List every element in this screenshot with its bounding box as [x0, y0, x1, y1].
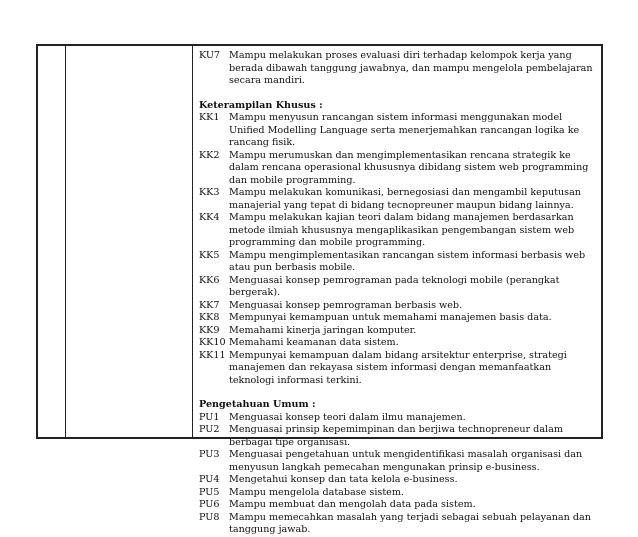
list-item	[199, 350, 597, 388]
list-item	[199, 50, 597, 88]
list-item	[199, 112, 597, 150]
list-item	[199, 412, 597, 425]
kk-list	[199, 112, 597, 387]
item-text: Menguasai konsep pemrograman berbasis web.	[229, 299, 463, 311]
item-text: Mengetahui konsep dan tata kelola e-business.	[229, 474, 458, 485]
list-item	[199, 449, 597, 474]
list-item	[199, 300, 597, 313]
list-item	[199, 337, 597, 350]
item-code: PU6	[199, 499, 220, 510]
item-code: PU1	[199, 411, 220, 423]
list-item	[199, 150, 597, 188]
item-text: Mampu mengimplementasikan rancangan sistem informasi berbasis web atau pun berbasis mobile.	[229, 249, 586, 273]
list-item	[199, 499, 597, 512]
pu-list	[199, 412, 597, 537]
item-code: PU5	[199, 486, 220, 498]
item-text: Mampu melakukan proses evaluasi diri terhadap kelompok kerja yang berada dibawah tanggung jawabnya, dan mampu mengelola pembelajaran secara mandiri.	[229, 50, 593, 86]
item-text: Memahami keamanan data sistem.	[229, 337, 399, 348]
item-text: Mampu melakukan komunikasi, bernegosiasi dan mengambil keputusan manajerial yang tepat di bidang tecnopreuner maupun bidang lainnya.	[229, 187, 581, 211]
item-code: KK10	[199, 337, 226, 348]
item-text: Mampu memecahkan masalah yang terjadi sebagai sebuah pelayanan dan tanggung jawab.	[229, 511, 591, 535]
item-code: PU4	[199, 474, 220, 485]
list-item	[199, 424, 597, 449]
item-code: KU7	[199, 50, 221, 61]
item-code: KK6	[199, 274, 220, 286]
item-code: KK2	[199, 149, 220, 161]
item-text: Menguasai prinsip kepemimpinan dan berjiwa technopreneur dalam berbagai tipe organisasi.	[229, 424, 563, 448]
item-code: KK1	[199, 112, 220, 123]
list-item	[199, 325, 597, 338]
item-code: KK9	[199, 324, 220, 336]
item-code: KK8	[199, 312, 220, 323]
content-table	[36, 44, 603, 535]
kk-heading: Keterampilan Khusus :	[199, 99, 323, 111]
ku-list	[199, 50, 597, 88]
list-item	[199, 212, 597, 250]
item-text: Mampu melakukan kajian teori dalam bidang manajemen berdasarkan metode ilmiah khususnya mengaplikasikan pengembangan sistem web programming dan mobile programming.	[229, 212, 575, 248]
list-item	[199, 275, 597, 300]
item-code: KK7	[199, 299, 220, 311]
item-text: Mampu merumuskan dan mengimplementasikan rencana strategik ke dalam rencana operasional khususnya dibidang sistem web programming dan mobile programming.	[229, 149, 589, 186]
item-code: PU3	[199, 449, 220, 460]
item-text: Mempunyai kemampuan dalam bidang arsitektur enterprise, strategi manajemen dan rekayasa sistem informasi dengan memanfaatkan teknologi informasi terkini.	[229, 349, 567, 386]
item-code: KK3	[199, 187, 220, 198]
item-code: KK5	[199, 249, 220, 261]
item-text: Mempunyai kemampuan untuk memahami manajemen basis data.	[229, 312, 552, 323]
item-text: Mampu menyusun rancangan sistem informasi menggunakan model Unified Modelling Language serta menerjemahkan rancangan logika ke rancang fisik.	[229, 112, 580, 148]
list-item	[199, 512, 597, 537]
list-item	[199, 250, 597, 275]
item-code: KK11	[199, 349, 226, 361]
list-item	[199, 312, 597, 325]
item-code: PU2	[199, 424, 220, 435]
item-text: Menguasai konsep pemrograman pada teknologi mobile (perangkat bergerak).	[229, 274, 560, 298]
column-divider	[65, 46, 66, 437]
item-text: Mampu mengelola database sistem.	[229, 486, 405, 498]
item-text: Memahami kinerja jaringan komputer.	[229, 324, 417, 336]
competency-cell	[199, 50, 597, 537]
item-code: KK4	[199, 212, 220, 223]
item-text: Menguasai pengetahuan untuk mengidentifikasi masalah organisasi dan menyusun langkah pemecahan mengunakan prinsip e-business.	[229, 449, 583, 473]
item-code: PU8	[199, 511, 220, 523]
item-text: Menguasai konsep teori dalam ilmu manajemen.	[229, 411, 466, 423]
item-text: Mampu membuat dan mengolah data pada sistem.	[229, 499, 476, 510]
pu-heading: Pengetahuan Umum :	[199, 399, 316, 410]
list-item	[199, 187, 597, 212]
list-item	[199, 474, 597, 487]
column-divider	[192, 46, 193, 437]
